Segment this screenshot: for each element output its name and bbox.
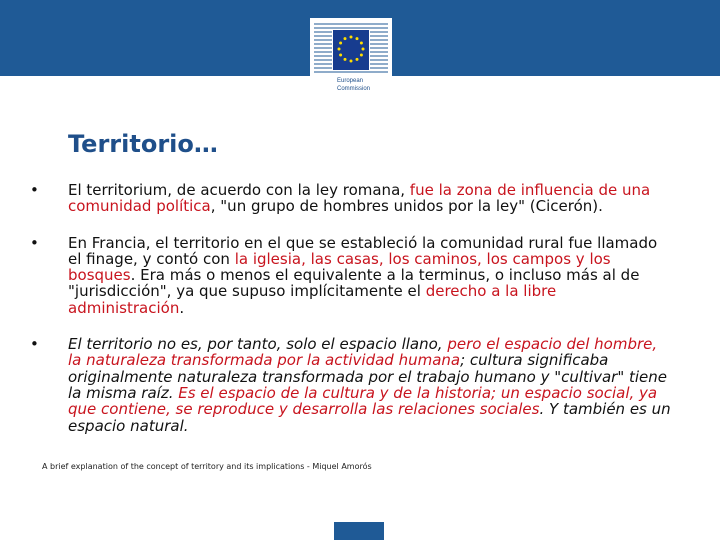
bullet-text-segment: . Y también es un espacio natural.: [68, 400, 671, 435]
bullet-text-segment: El territorio no es, por tanto, solo el espacio llano,: [68, 335, 448, 354]
bullet-text-segment: Es el espacio de la cultura y de la historia; un espacio social, ya que contiene, se reproduce y desarrolla las relaciones sociales: [68, 383, 658, 419]
bullet-item: [30, 336, 675, 434]
bullet-text-segment: , "un grupo de hombres unidos por la ley" (Cicerón).: [210, 197, 603, 216]
european-commission-logo: [310, 18, 392, 100]
bullet-list: [30, 182, 675, 454]
bullet-item: [30, 182, 675, 215]
bullet-marker: •: [30, 233, 39, 252]
bullet-text-segment: El territorium, de acuerdo con la ley romana,: [68, 181, 410, 199]
bullet-text-segment: la iglesia, las casas, los caminos, los campos y los bosques: [68, 249, 611, 285]
bullet-item: [30, 235, 675, 316]
bullet-text-segment: pero el espacio del hombre, la naturaleza transformada por la actividad humana: [68, 335, 658, 370]
logo-line-2: Commission: [337, 86, 371, 92]
bullet-text-segment: derecho a la libre administración: [68, 282, 557, 317]
bullet-text-segment: ; cultura significaba originalmente naturaleza transformada por el trabajo humano y "cultivar" tiene la misma raíz.: [68, 351, 668, 402]
page-title: Territorio…: [68, 130, 218, 158]
bullet-text-segment: fue la zona de influencia de una comunidad política: [68, 181, 651, 216]
caption: A brief explanation of the concept of territory and its implications - Miquel Amorós: [42, 462, 372, 471]
logo-line-1: European: [337, 78, 364, 84]
footer-bar: [334, 522, 384, 540]
bullet-text-segment: En Francia, el territorio en el que se estableció la comunidad rural fue llamado el finage, y contó con: [68, 233, 658, 268]
bullet-marker: •: [30, 181, 39, 199]
bullet-text-segment: .: [179, 298, 185, 317]
bullet-text-segment: . Era más o menos el equivalente a la terminus, o incluso más al de "jurisdicción", ya que supuso implícitamente el: [68, 266, 640, 301]
bullet-marker: •: [30, 335, 39, 354]
